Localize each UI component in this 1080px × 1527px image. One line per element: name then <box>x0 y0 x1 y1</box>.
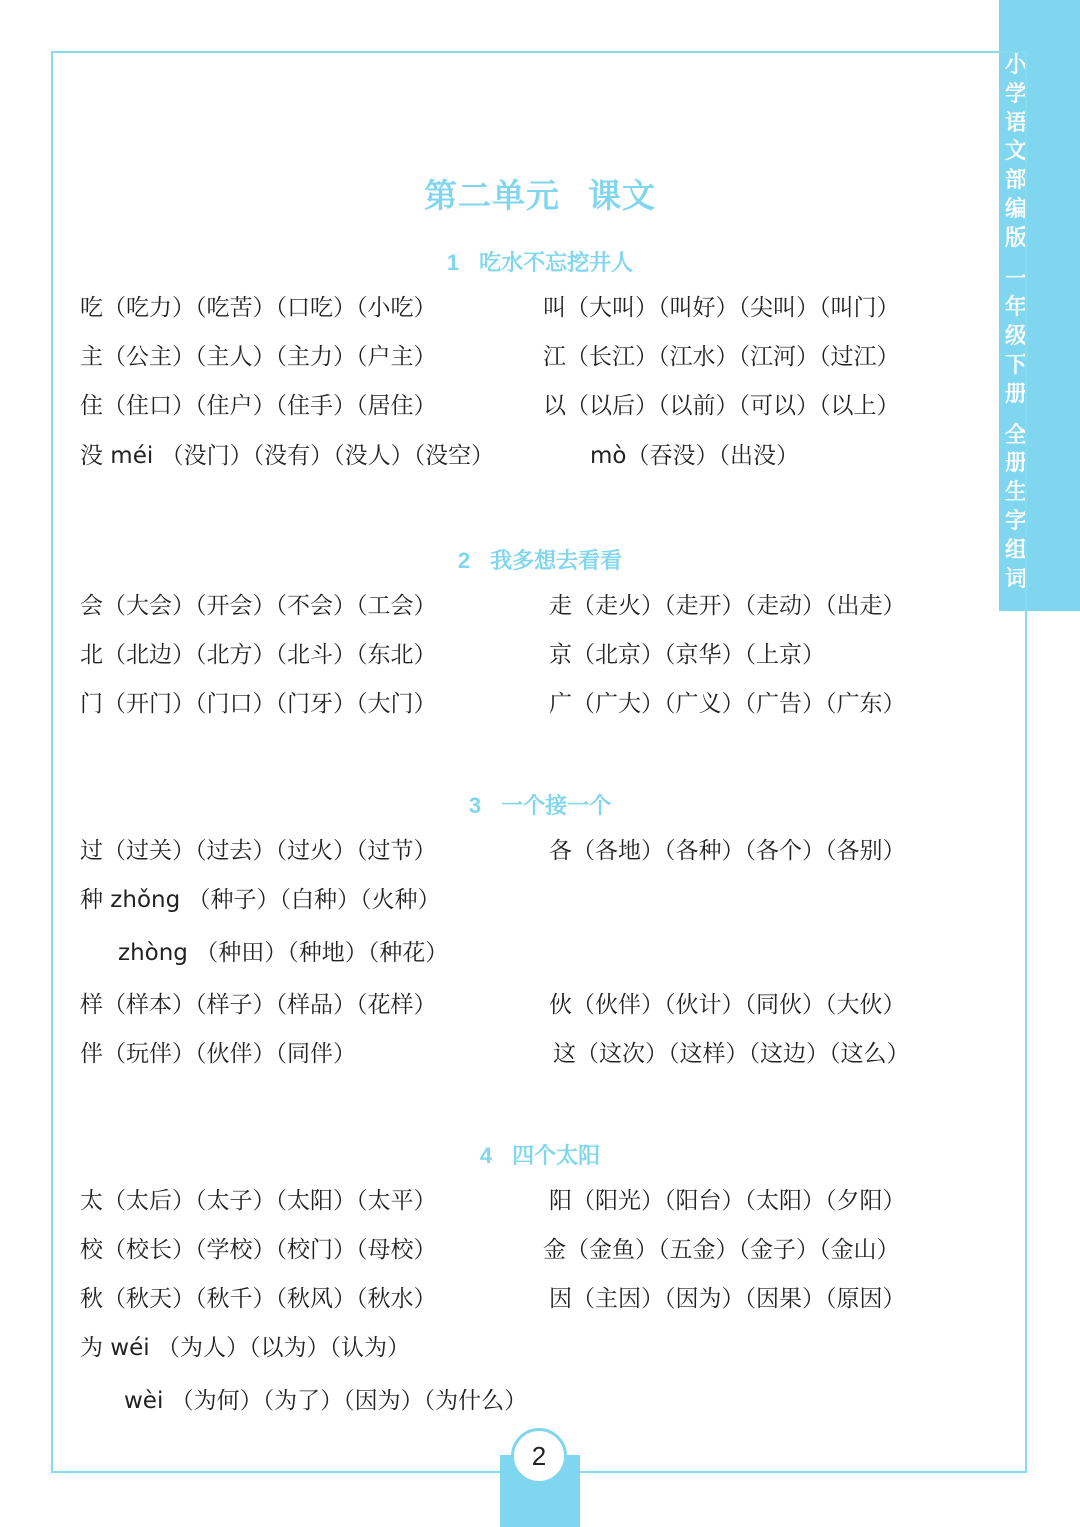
lesson-name: 吃水不忘挖井人 <box>479 251 634 276</box>
lesson-title-3 <box>0 789 1080 820</box>
word-row: 广（广大）（广义）（广告）（广东） <box>549 691 906 717</box>
word-row: 过（过关）（过去）（过火）（过节） <box>80 838 437 864</box>
word-row: 种 zhǒng （种子）（白种）（火种） <box>80 887 441 913</box>
word-row: 秋（秋天）（秋千）（秋风）（秋水） <box>80 1286 437 1312</box>
word-row: 因（主因）（因为）（因果）（原因） <box>549 1286 906 1312</box>
word-row: 金（金鱼）（五金）（金子）（金山） <box>543 1237 900 1263</box>
lesson-title-1 <box>0 246 1080 277</box>
unit-title-part-1: 第二单元 <box>424 176 560 215</box>
word-row: mò（吞没）（出没） <box>590 443 799 469</box>
lesson-number: 4 <box>479 1143 493 1168</box>
side-tab-line-1: 小学语文部编版 <box>1004 53 1027 251</box>
lesson-number: 1 <box>446 250 460 275</box>
word-row: 各（各地）（各种）（各个）（各别） <box>549 838 906 864</box>
word-row: 门（开门）（门口）（门牙）（大门） <box>80 691 437 717</box>
word-row: zhòng （种田）（种地）（种花） <box>118 940 449 966</box>
lesson-name: 一个接一个 <box>501 794 612 819</box>
word-row: 没 méi （没门）（没有）（没人）（没空） <box>80 443 495 469</box>
word-row: 北（北边）（北方）（北斗）（东北） <box>80 642 437 668</box>
page-number: 2 <box>511 1428 567 1484</box>
word-row: 江（长江）（江水）（江河）（过江） <box>543 344 900 370</box>
word-row: 住（住口）（住户）（住手）（居住） <box>80 393 437 419</box>
lesson-name: 四个太阳 <box>512 1144 601 1169</box>
lesson-number: 2 <box>457 548 471 573</box>
unit-title-part-2: 课文 <box>588 176 656 215</box>
word-row: 为 wéi （为人）（以为）（认为） <box>80 1335 410 1361</box>
lesson-number: 3 <box>468 793 482 818</box>
word-row: 这（这次）（这样）（这边）（这么） <box>553 1041 910 1067</box>
word-row: wèi （为何）（为了）（因为）（为什么） <box>124 1388 528 1414</box>
word-row: 吃（吃力）（吃苦）（口吃）（小吃） <box>80 295 437 321</box>
word-row: 样（样本）（样子）（样品）（花样） <box>80 992 437 1018</box>
word-row: 以（以后）（以前）（可以）（以上） <box>543 393 900 419</box>
word-row: 校（校长）（学校）（校门）（母校） <box>80 1237 437 1263</box>
unit-title <box>0 170 1080 217</box>
lesson-title-2 <box>0 544 1080 575</box>
word-row: 主（公主）（主人）（主力）（户主） <box>80 344 437 370</box>
word-row: 阳（阳光）（阳台）（太阳）（夕阳） <box>549 1188 906 1214</box>
side-tab-line-2: 一年级下册 <box>1004 266 1027 407</box>
word-row: 京（北京）（京华）（上京） <box>549 642 825 668</box>
word-row: 走（走火）（走开）（走动）（出走） <box>549 593 906 619</box>
side-tab-line-3: 全册生字组词 <box>1004 422 1027 592</box>
word-row: 会（大会）（开会）（不会）（工会） <box>80 593 437 619</box>
lesson-title-4 <box>0 1139 1080 1170</box>
word-row: 伴（玩伴）（伙伴）（同伴） <box>80 1041 356 1067</box>
lesson-name: 我多想去看看 <box>490 549 623 574</box>
word-row: 太（太后）（太子）（太阳）（太平） <box>80 1188 437 1214</box>
word-row: 伙（伙伴）（伙计）（同伙）（大伙） <box>549 992 906 1018</box>
word-row: 叫（大叫）（叫好）（尖叫）（叫门） <box>543 295 900 321</box>
